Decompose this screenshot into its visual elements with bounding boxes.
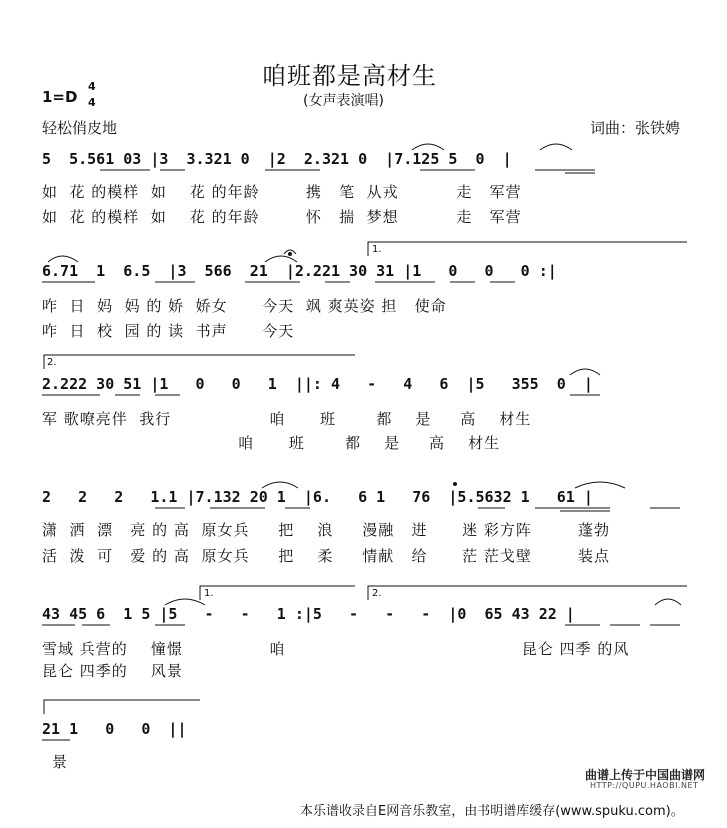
page-title: 咱班都是高材生 [262, 62, 437, 90]
time-signature-bottom: 4 [88, 96, 96, 109]
lyrics-line-2b: 咋 日 校 园 的 读 书声 今天 [42, 322, 295, 340]
time-signature-top: 4 [88, 80, 96, 93]
key-signature: 1=D [42, 88, 78, 106]
watermark-line-2: HTTP://QUPU.HAOBI.NET [590, 781, 699, 790]
lyrics-line-1b: 如 花 的模样 如 花 的年龄 怀 揣 梦想 走 军营 [42, 208, 522, 226]
notation-line-4: 2 2 2 1.1 |7.132 20 1 |6. 6 1 76 |5.5632 1 61 | [42, 488, 593, 506]
notation-line-3: 2.222 30 51 |1 0 0 1 ||: 4 - 4 6 |5 355 0 | [42, 375, 593, 393]
footer-note: 本乐谱收录自E网音乐教室，由书明谱库缓存(www.spuku.com)。 [300, 804, 684, 819]
svg-text:1.: 1. [204, 588, 214, 599]
lyrics-line-4a: 潇 洒 漂 亮 的 高 原女兵 把 浪 漫融 进 迷 彩方阵 蓬勃 [42, 521, 611, 539]
lyrics-line-3a: 军 歌嘹亮伴 我行 咱 班 都 是 高 材生 [42, 410, 532, 428]
lyrics-line-3b: 咱 班 都 是 高 材生 [42, 434, 501, 452]
notation-line-2: 6.71 1 6.5 |3 566 21 |2.221 30 31 |1 0 0 0 :| [42, 262, 557, 280]
watermark-line-1: 曲谱上传于中国曲谱网 [585, 768, 706, 782]
svg-text:2.: 2. [47, 357, 57, 368]
subtitle: (女声表演唱) [303, 93, 384, 109]
lyrics-line-1a: 如 花 的模样 如 花 的年龄 携 笔 从戎 走 军营 [42, 183, 522, 201]
notation-line-1: 5 5.561 03 |3 3.321 0 |2 2.321 0 |7.125 5 0 | [42, 150, 512, 168]
lyrics-line-4b: 活 泼 可 爱 的 高 原女兵 把 柔 情献 给 茫 茫戈壁 装点 [42, 547, 611, 565]
lyrics-line-5b: 昆仑 四季的 风景 [42, 662, 183, 680]
notation-line-6: 21 1 0 0 || [42, 720, 187, 738]
composer-credit: 词曲：张铁娉 [590, 119, 681, 137]
lyrics-line-2a: 咋 日 妈 妈 的 娇 娇女 今天 飒 爽英姿 担 使命 [42, 297, 447, 315]
lyrics-line-5a: 雪域 兵营的 憧憬 咱 昆仑 四季 的风 [42, 640, 630, 658]
notation-line-5: 43 45 6 1 5 |5 - - 1 :|5 - - - |0 65 43 22 | [42, 605, 575, 623]
svg-text:1.: 1. [372, 244, 382, 255]
lyrics-line-6a: 景 [52, 753, 69, 771]
tempo-marking: 轻松俏皮地 [42, 119, 118, 137]
svg-text:2.: 2. [372, 588, 382, 599]
